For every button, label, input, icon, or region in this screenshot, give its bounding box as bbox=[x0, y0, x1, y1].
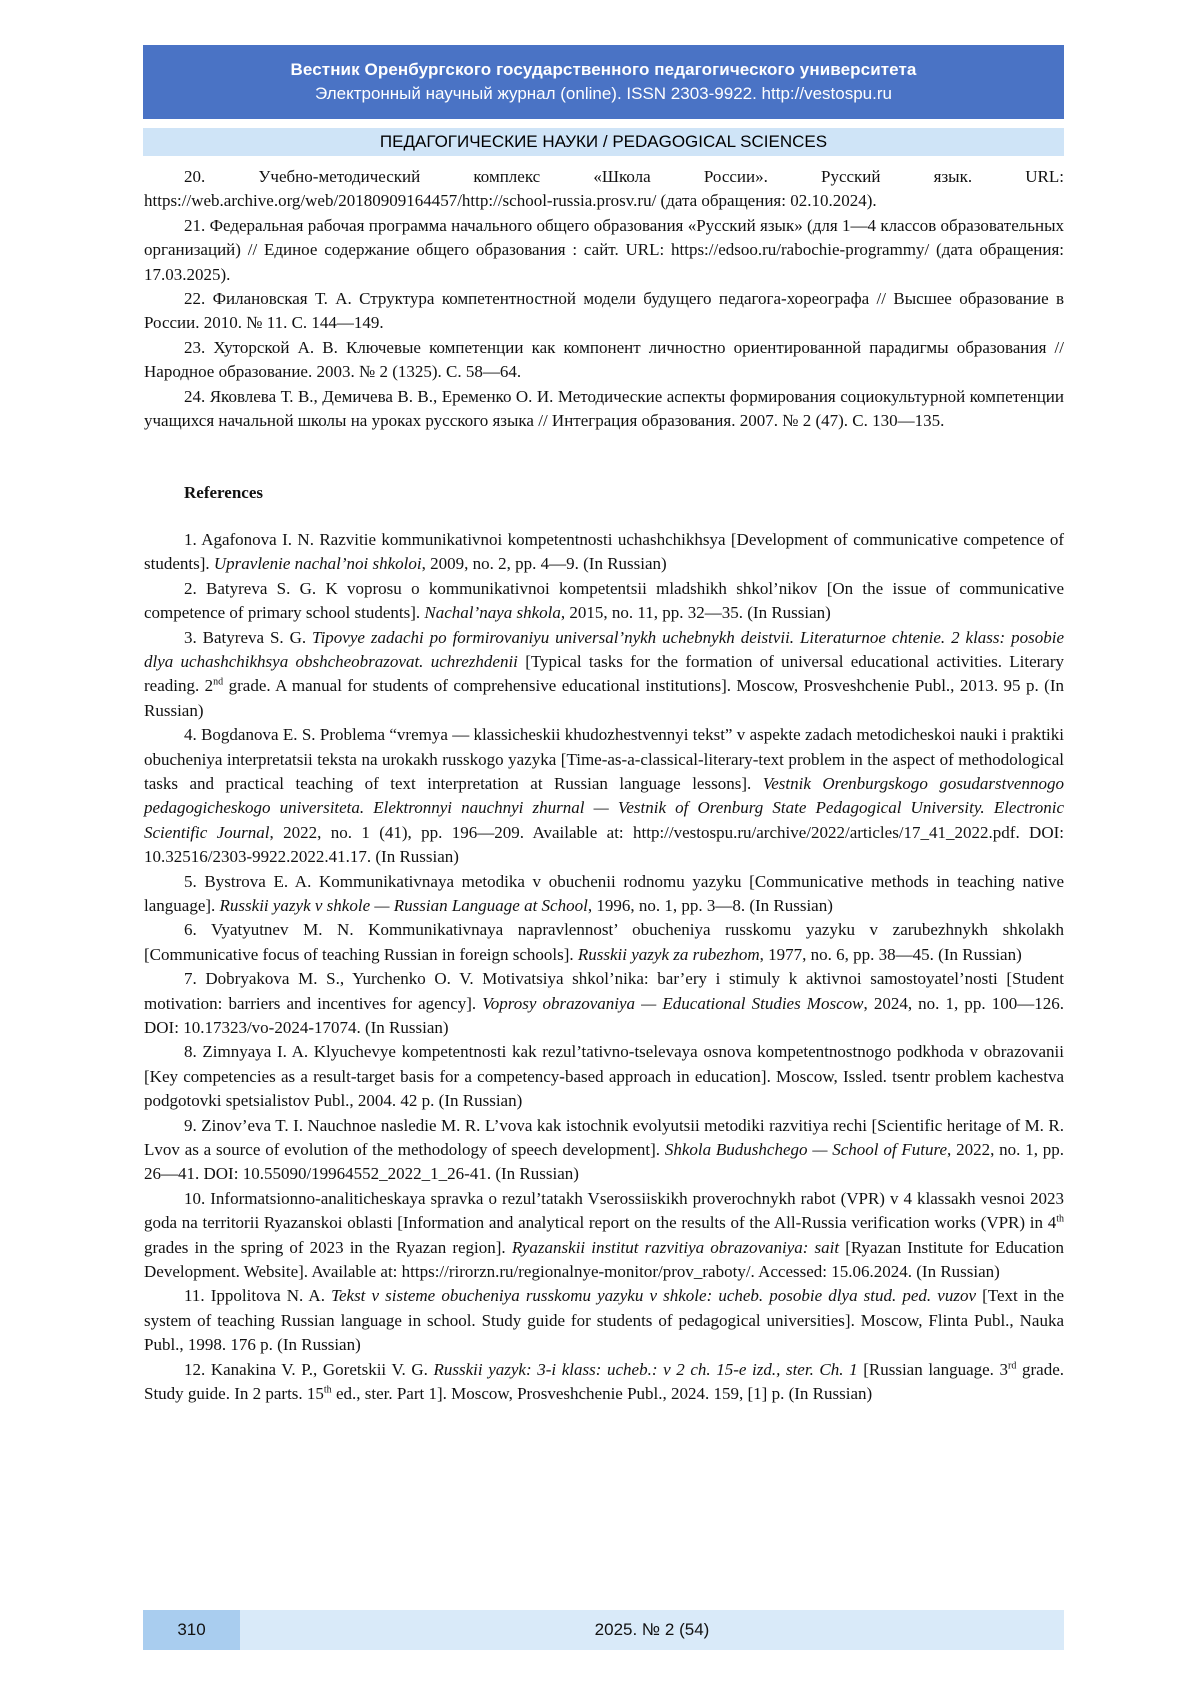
ref-text: ed., ster. Part 1]. Moscow, Prosveshchenie Publ., 2024. 159, [1] p. (In Russian) bbox=[331, 1384, 873, 1404]
ref-text: 10. Informatsionno-analiticheskaya spravka o rezul’tatakh Vserossiiskikh proverochnykh rabot (VPR) v 4 klassakh vesnoi 2023 goda na territorii Ryazanskoi oblasti [Information and analytical report on the results of the All-Russia verification works (VPR) in 4 bbox=[144, 1188, 1064, 1233]
reference-item-7 bbox=[144, 967, 1064, 1040]
reference-item-5 bbox=[144, 870, 1064, 919]
ref-source: Upravlenie nachal’noi shkoloi bbox=[213, 554, 422, 574]
journal-subtitle: Электронный научный журнал (online). ISSN 2303-9922. http://vestospu.ru bbox=[315, 84, 892, 103]
page-body bbox=[144, 165, 1064, 1407]
reference-item-10 bbox=[144, 1187, 1064, 1285]
ref-source: Ryazanskii institut razvitiya obrazovaniya: sait bbox=[511, 1237, 840, 1257]
ref-text: 7. Dobryakova M. S., Yurchenko O. V. Motivatsiya shkol’nika: bar’ery i stimuly k aktivnoi samostoyatel’nosti [Student motivation: barriers and incentives for agency]. bbox=[144, 969, 1064, 1013]
reference-item-9 bbox=[144, 1114, 1064, 1187]
reference-item-ru-22: 22. Филановская Т. А. Структура компетентностной модели будущего педагога-хореографа // Высшее образование в России. 2010. № 11. С. 144—149. bbox=[144, 289, 1064, 333]
ref-text: 9. Zinov’eva T. I. Nauchnoe nasledie M. R. L’vova kak istochnik evolyutsii metodiki razvitiya rechi [Scientific heritage of M. R. Lvov as a source of evolution of the methodology of speech development]. bbox=[144, 1115, 1064, 1160]
journal-title: Вестник Оренбургского государственного педагогического университета bbox=[290, 60, 917, 79]
ref-text: 5. Bystrova E. A. Kommunikativnaya metodika v obuchenii rodnomu yazyku [Communicative methods in teaching native language]. bbox=[144, 871, 1064, 915]
reference-item-4 bbox=[144, 723, 1064, 869]
ref-text: , 2022, no. 1, pp. 26—41. DOI: 10.55090/19964552_2022_1_26-41. (In Russian) bbox=[144, 1140, 1065, 1184]
ref-text: [Text in the system of teaching Russian language in school. Study guide for students of pedagogical universities]. Moscow, Flinta Publ., Nauka Publ., 1998. 176 p. (In Russian) bbox=[144, 1286, 1064, 1355]
ref-superscript: nd bbox=[213, 676, 224, 688]
references-heading: References bbox=[184, 483, 263, 503]
ref-source: Russkii yazyk: 3-i klass: ucheb.: v 2 ch. 15-e izd., ster. Ch. 1 bbox=[433, 1359, 858, 1379]
ref-source: Nachal’naya shkola bbox=[424, 603, 561, 623]
ref-source: Vestnik Orenburgskogo gosudarstvennogo pedagogicheskogo universiteta. Elektronnyi nauchnyi zhurnal — Vestnik of Orenburg State Pedagogical University. Electronic Scientific Journal bbox=[144, 773, 1064, 842]
reference-item-2 bbox=[144, 577, 1064, 626]
ref-source: Russkii yazyk za rubezhom bbox=[577, 944, 760, 964]
reference-item-11 bbox=[144, 1284, 1064, 1357]
issue-label: 2025. № 2 (54) bbox=[240, 1610, 1064, 1650]
ref-text: 4. Bogdanova E. S. Problema “vremya — klassicheskii khudozhestvennyi tekst” v aspekte zadach metodicheskoi nauki i praktiki obucheniya interpretatsii teksta na urokakh russkogo yazyka [Time-as-a-classical-literary-text problem in the aspect of methodological tasks and practical teaching of text interpretation at Russian language lessons]. bbox=[144, 725, 1064, 793]
ref-source: Russkii yazyk v shkole — Russian Language at School bbox=[219, 895, 588, 915]
reference-item-ru-21: 21. Федеральная рабочая программа начального общего образования «Русский язык» (для 1—4 классов образовательных организаций) // Единое содержание общего образования : сайт. URL: https://edsoo.ru/rabochie-programmy/ (дата обращения: 17.03.2025). bbox=[144, 215, 1064, 284]
ref-text: , 1977, no. 6, pp. 38—45. (In Russian) bbox=[759, 944, 1022, 964]
ref-text: 3. Batyreva S. G. bbox=[184, 627, 313, 647]
ref-text: 12. Kanakina V. P., Goretskii V. G. bbox=[184, 1359, 434, 1379]
ref-superscript: th bbox=[323, 1384, 332, 1396]
ref-source: Voprosy obrazovaniya — Educational Studies Moscow bbox=[482, 993, 864, 1013]
ref-superscript: rd bbox=[1008, 1360, 1017, 1372]
ref-superscript: th bbox=[1056, 1213, 1064, 1225]
ref-text: , 2024, no. 1, pp. 100—126. DOI: 10.17323/vo-2024-17074. (In Russian) bbox=[144, 993, 1064, 1037]
ref-text: , 2009, no. 2, pp. 4—9. (In Russian) bbox=[421, 554, 667, 574]
ref-text: 2. Batyreva S. G. K voprosu o kommunikativnoi kompetentsii mladshikh shkol’nikov [On the issue of communicative competence of primary school students]. bbox=[144, 578, 1064, 623]
ref-text: 1. Agafonova I. N. Razvitie kommunikativnoi kompetentnosti uchashchikhsya [Development of communicative competence of students]. bbox=[144, 529, 1064, 574]
ref-source: Tipovye zadachi po formirovaniyu universal’nykh uchebnykh deistvii. Literaturnoe chtenie. 2 klass: posobie dlya uchashchikhsya obshcheobrazovat. uchrezhdenii bbox=[144, 627, 1064, 671]
reference-item-6 bbox=[144, 918, 1064, 967]
reference-item-ru-24: 24. Яковлева Т. В., Демичева В. В., Еременко О. И. Методические аспекты формирования социокультурной компетенции учащихся начальной школы на уроках русского языка // Интеграция образования. 2007. № 2 (47). С. 130—135. bbox=[144, 386, 1064, 431]
reference-item-ru-23: 23. Хуторской А. В. Ключевые компетенции как компонент личностно ориентированной парадигмы образования // Народное образование. 2003. № 2 (1325). С. 58—64. bbox=[144, 337, 1064, 382]
ref-text: , 1996, no. 1, pp. 3—8. (In Russian) bbox=[587, 895, 833, 915]
ref-text: grades in the spring of 2023 in the Ryazan region]. bbox=[144, 1237, 512, 1257]
ref-text: , 2022, no. 1 (41), pp. 196—209. Available at: http://vestospu.ru/archive/2022/articles/17_41_2022.pdf. DOI: 10.32516/2303-9922.2022.41.17. (In Russian) bbox=[144, 822, 1064, 867]
journal-header bbox=[143, 45, 1064, 119]
reference-item-8 bbox=[144, 1040, 1064, 1113]
ref-source: Tekst v sisteme obucheniya russkomu yazyku v shkole: ucheb. posobie dlya stud. ped. vuzov bbox=[331, 1286, 977, 1306]
reference-item-ru-20: 20. Учебно-методический комплекс «Школа России». Русский язык. URL: https://web.archive.org/web/20180909164457/http://school-russia.prosv.ru/ (дата обращения: 02.10.2024). bbox=[144, 167, 1064, 211]
ref-text: grade. Study guide. In 2 parts. 15 bbox=[144, 1359, 1064, 1404]
ref-text: grade. A manual for students of comprehensive educational institutions]. Moscow, Prosveshchenie Publ., 2013. 95 p. (In Russian) bbox=[144, 676, 1064, 720]
page-number: 310 bbox=[143, 1610, 240, 1650]
ref-text: 11. Ippolitova N. A. bbox=[184, 1286, 332, 1306]
ref-text: 8. Zimnyaya I. A. Klyuchevye kompetentnosti kak rezul’tativno-tselevaya osnova kompetentnostnogo podkhoda v obrazovanii [Key competencies as a result-target basis for a competency-based approach in education]. Moscow, Issled. tsentr problem kachestva podgotovki spetsialistov Publ., 2004. 42 p. (In Russian) bbox=[144, 1042, 1064, 1111]
reference-item-1 bbox=[144, 528, 1064, 577]
ref-text: 6. Vyatyutnev M. N. Kommunikativnaya napravlennost’ obucheniya russkomu yazyku v zarubezhnykh shkolakh [Communicative focus of teaching Russian in foreign schools]. bbox=[144, 920, 1064, 964]
ref-text: [Typical tasks for the formation of universal educational activities. Literary reading. 2 bbox=[144, 651, 1064, 696]
ref-source: Shkola Budushchego — School of Future bbox=[664, 1140, 948, 1160]
reference-item-3 bbox=[144, 626, 1064, 724]
reference-item-12 bbox=[144, 1358, 1064, 1407]
ref-text: [Ryazan Institute for Education Development. Website]. Available at: https://rirorzn.ru/regionalnye-monitor/prov_raboty/. Accessed: 15.06.2024. (In Russian) bbox=[144, 1237, 1065, 1282]
ref-text: [Russian language. 3 bbox=[857, 1359, 1009, 1379]
ref-text: , 2015, no. 11, pp. 32—35. (In Russian) bbox=[560, 603, 831, 623]
section-title: ПЕДАГОГИЧЕСКИЕ НАУКИ / PEDAGOGICAL SCIENCES bbox=[143, 128, 1064, 156]
